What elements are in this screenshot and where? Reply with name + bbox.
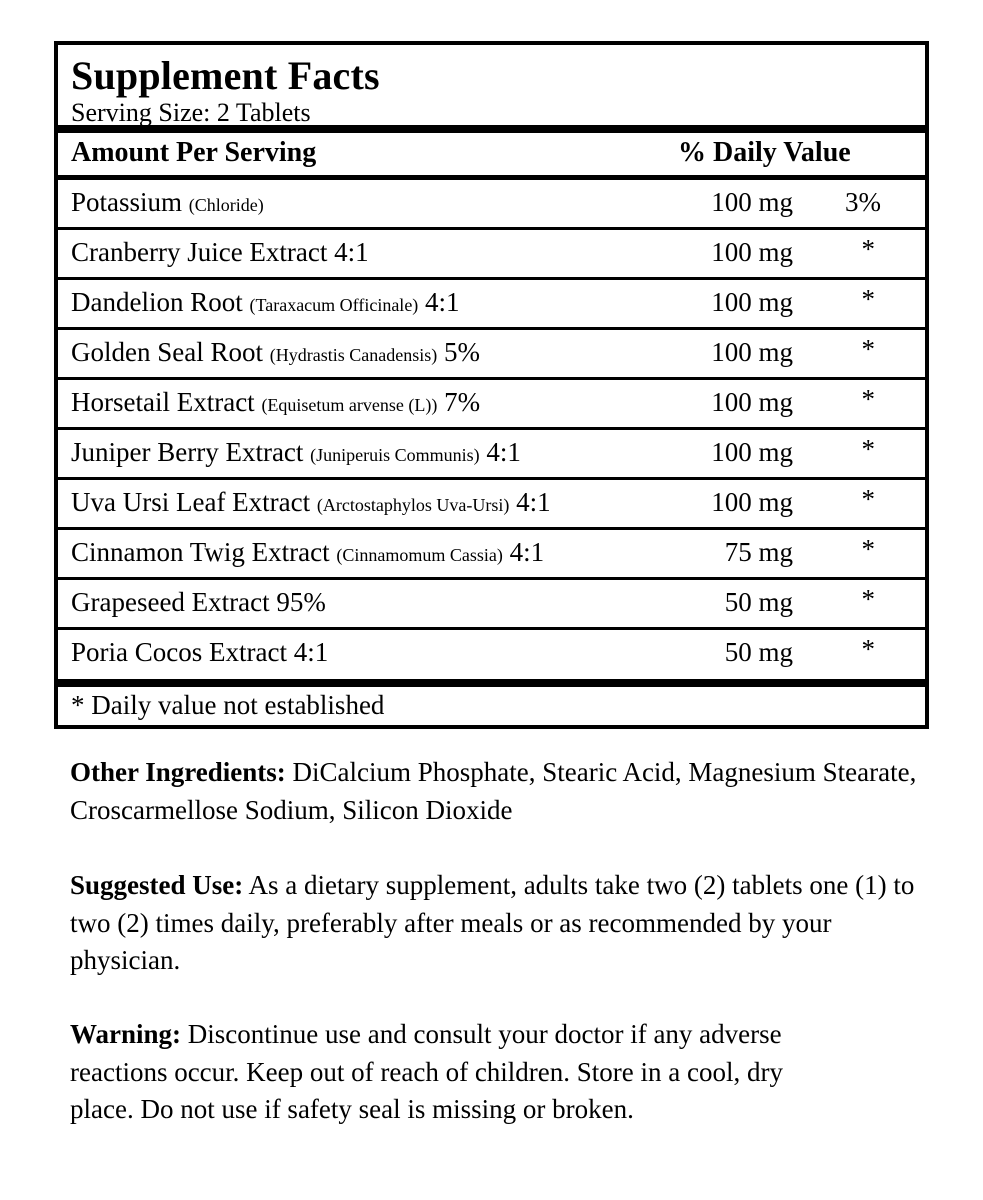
ingredient-scientific: (Cinnamomum Cassia) (336, 545, 503, 565)
ingredient-name: Cinnamon Twig Extract (71, 537, 330, 567)
panel-title: Supplement Facts (71, 53, 380, 98)
ingredient-daily-value: * (861, 484, 875, 514)
column-header (58, 133, 925, 180)
ingredient-daily-value: * (861, 384, 875, 414)
ingredient-daily-value: * (861, 234, 875, 264)
ingredient-row (58, 530, 925, 580)
daily-value-header: % Daily Value (678, 137, 851, 168)
ingredient-ratio: 4:1 (425, 287, 460, 317)
ingredient-scientific: (Juniperuis Communis) (310, 445, 480, 465)
ingredient-amount: 100 mg (711, 187, 793, 217)
ingredient-scientific: (Taraxacum Officinale) (249, 295, 419, 315)
ingredient-name: Juniper Berry Extract (71, 437, 304, 467)
ingredient-ratio: 5% (443, 337, 480, 367)
ingredient-name: Cranberry Juice Extract 4:1 (71, 237, 369, 267)
ingredient-row (58, 230, 925, 280)
ingredient-name: Dandelion Root (71, 287, 243, 317)
ingredient-daily-value: * (861, 284, 875, 314)
supplement-facts-panel (54, 41, 929, 729)
ingredient-scientific: (Equisetum arvense (L)) (261, 395, 438, 415)
ingredient-amount: 100 mg (711, 287, 793, 317)
suggested-use (70, 867, 940, 980)
footnote-text: * Daily value not established (71, 690, 385, 720)
ingredient-row (58, 480, 925, 530)
ingredient-daily-value: 3% (845, 187, 881, 217)
suggested-use-text: As a dietary supplement, adults take two (2) tablets one (1) to two (2) times daily, preferably after meals or as recommended by your physician. (70, 870, 915, 975)
ingredient-daily-value: * (861, 534, 875, 564)
ingredient-scientific: (Chloride) (188, 195, 264, 215)
ingredient-row (58, 430, 925, 480)
ingredient-daily-value: * (861, 584, 875, 614)
ingredient-row (58, 280, 925, 330)
ingredient-amount: 100 mg (711, 487, 793, 517)
ingredient-daily-value: * (861, 434, 875, 464)
ingredient-scientific: (Hydrastis Canadensis) (269, 345, 438, 365)
other-ingredients (70, 754, 950, 829)
ingredient-name: Grapeseed Extract 95% (71, 587, 326, 617)
ingredient-amount: 50 mg (724, 637, 793, 667)
ingredient-name: Potassium (71, 187, 183, 217)
ingredient-daily-value: * (861, 634, 875, 664)
ingredient-ratio: 4:1 (516, 487, 551, 517)
ingredient-daily-value: * (861, 334, 875, 364)
ingredient-amount: 100 mg (711, 237, 793, 267)
ingredient-amount: 100 mg (711, 437, 793, 467)
warning-text: Discontinue use and consult your doctor if any adverse reactions occur. Keep out of reach of children. Store in a cool, dry place. Do not use if safety seal is missing or broken. (70, 1019, 783, 1124)
warning (70, 1016, 840, 1129)
ingredient-scientific: (Arctostaphylos Uva-Ursi) (316, 495, 510, 515)
ingredient-ratio: 7% (444, 387, 481, 417)
ingredient-row (58, 630, 925, 687)
amount-per-serving-header: Amount Per Serving (71, 137, 317, 168)
other-ingredients-label: Other Ingredients: (70, 757, 286, 787)
warning-label: Warning: (70, 1019, 182, 1049)
ingredient-row (58, 180, 925, 230)
ingredient-row (58, 330, 925, 380)
ingredient-amount: 75 mg (724, 537, 793, 567)
ingredient-name: Horsetail Extract (71, 387, 255, 417)
suggested-use-label: Suggested Use: (70, 870, 244, 900)
title-block (58, 45, 925, 133)
ingredient-name: Uva Ursi Leaf Extract (71, 487, 311, 517)
serving-size: Serving Size: 2 Tablets (71, 98, 311, 127)
ingredient-ratio: 4:1 (486, 437, 521, 467)
ingredient-ratio: 4:1 (509, 537, 545, 567)
ingredient-name: Golden Seal Root (71, 337, 263, 367)
ingredient-row (58, 380, 925, 430)
ingredient-amount: 100 mg (711, 337, 793, 367)
ingredient-row (58, 580, 925, 630)
ingredient-amount: 100 mg (711, 387, 793, 417)
other-ingredients-text: DiCalcium Phosphate, Stearic Acid, Magnesium Stearate, Croscarmellose Sodium, Silicon Dioxide (70, 757, 917, 825)
ingredient-name: Poria Cocos Extract 4:1 (71, 637, 329, 667)
ingredient-amount: 50 mg (724, 587, 793, 617)
footnote (58, 687, 925, 725)
